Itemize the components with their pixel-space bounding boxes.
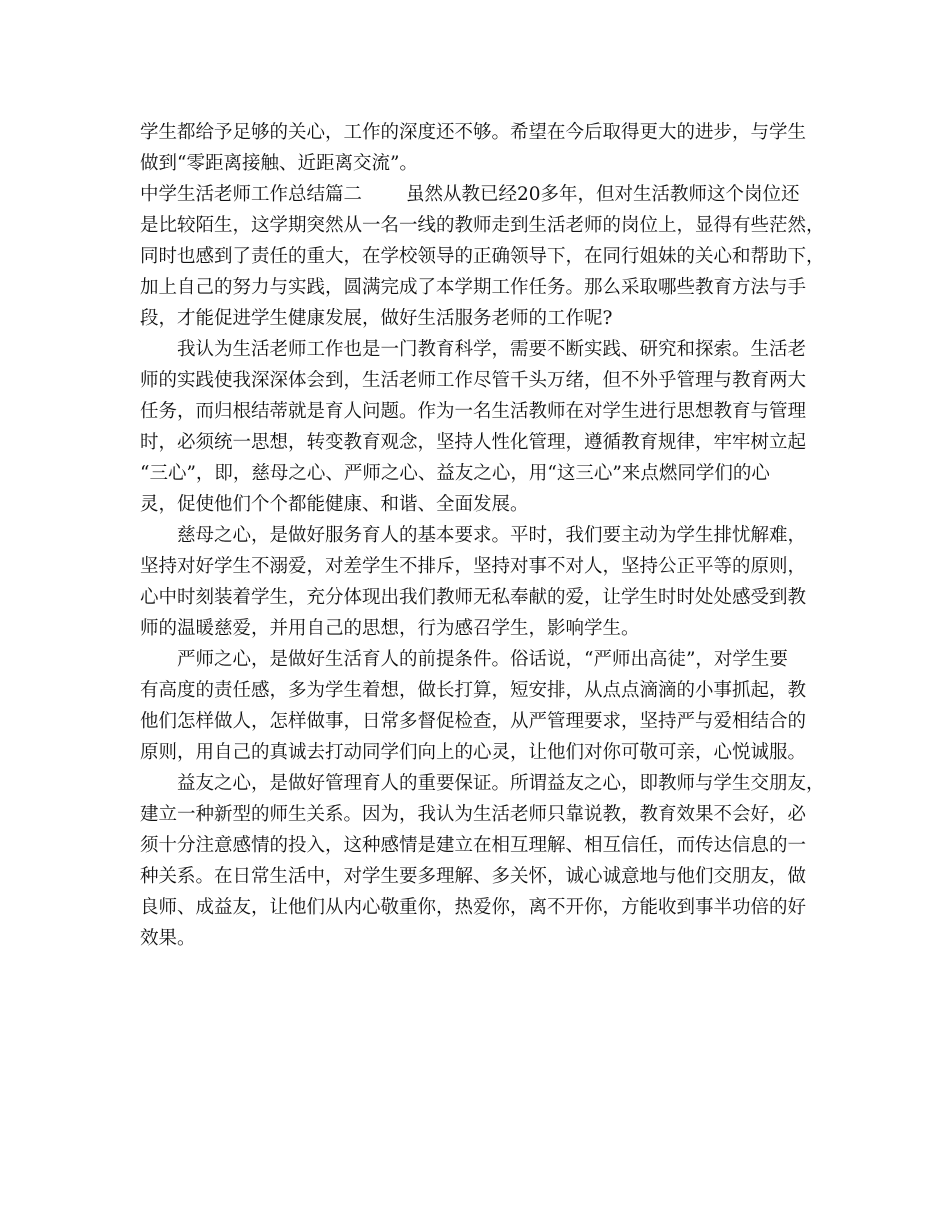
- text-line: 他们怎样做人，怎样做事，日常多督促检查，从严管理要求，坚持严与爱相结合的: [140, 711, 807, 732]
- text-line: 师的温暖慈爱，并用自己的思想，行为感召学生，影响学生。: [140, 618, 640, 639]
- paragraph-first-line: 慈母之心，是做好服务育人的基本要求。平时，我们要主动为学生排忧解难，: [177, 525, 807, 546]
- paragraph-first-line: 严师之心，是做好生活育人的前提条件。俗话说，“严师出高徒”，对学生要: [177, 649, 788, 670]
- text-line: 须十分注意感情的投入，这种感情是建立在相互理解、相互信任，而传达信息的一: [140, 835, 807, 856]
- section-heading-line: [140, 179, 815, 210]
- document-body: [140, 117, 825, 954]
- text-line: 师的实践使我深深体会到，生活老师工作尽管千头万绪，但不外乎管理与教育两大: [140, 370, 807, 391]
- paragraph-first-line: 益友之心，是做好管理育人的重要保证。所谓益友之心，即教师与学生交朋友，: [177, 773, 825, 794]
- text-line: 学生都给予足够的关心，工作的深度还不够。希望在今后取得更大的进步，与学生: [140, 122, 807, 143]
- text-line: 效果。: [140, 928, 196, 949]
- text-line: 加上自己的努力与实践，圆满完成了本学期工作任务。那么采取哪些教育方法与手: [140, 277, 807, 298]
- section-title: 中学生活老师工作总结篇二: [140, 184, 363, 205]
- text-line: 坚持对好学生不溺爱，对差学生不排斥，坚持对事不对人，坚持公正平等的原则，: [140, 556, 807, 577]
- text-line: 良师、成益友，让他们从内心敬重你，热爱你，离不开你，方能收到事半功倍的好: [140, 897, 807, 918]
- text-line: 种关系。在日常生活中，对学生要多理解、多关怀，诚心诚意地与他们交朋友，做: [140, 866, 807, 887]
- paragraph-first-line: 我认为生活老师工作也是一门教育科学，需要不断实践、研究和探索。生活老: [177, 339, 807, 360]
- text-line: 做到“零距离接触、近距离交流”。: [140, 153, 418, 174]
- text-line: 建立一种新型的师生关系。因为，我认为生活老师只靠说教，教育效果不会好，必: [140, 804, 807, 825]
- text-line: 段，才能促进学生健康发展，做好生活服务老师的工作呢?: [140, 308, 613, 329]
- text-line: 心中时刻装着学生，充分体现出我们教师无私奉献的爱，让学生时时处处感受到教: [140, 587, 807, 608]
- text-line: 是比较陌生，这学期突然从一名一线的教师走到生活老师的岗位上，显得有些茫然，: [140, 215, 825, 236]
- text-line: 灵，促使他们个个都能健康、和谐、全面发展。: [140, 494, 529, 515]
- text-line: “三心”，即，慈母之心、严师之心、益友之心，用“这三心”来点燃同学们的心: [140, 463, 770, 484]
- text-line: 有高度的责任感，多为学生着想，做长打算，短安排，从点点滴滴的小事抓起，教: [140, 680, 807, 701]
- text-line: 同时也感到了责任的重大，在学校领导的正确领导下，在同行姐妹的关心和帮助下，: [140, 246, 825, 267]
- text-line: 原则，用自己的真诚去打动同学们向上的心灵，让他们对你可敬可亲，心悦诚服。: [140, 742, 807, 763]
- text-line: 任务，而归根结蒂就是育人问题。作为一名生活教师在对学生进行思想教育与管理: [140, 401, 807, 422]
- text-line: 虽然从教已经20多年，但对生活教师这个岗位还: [406, 184, 800, 205]
- text-line: 时，必须统一思想，转变教育观念，坚持人性化管理，遵循教育规律，牢牢树立起: [140, 432, 807, 453]
